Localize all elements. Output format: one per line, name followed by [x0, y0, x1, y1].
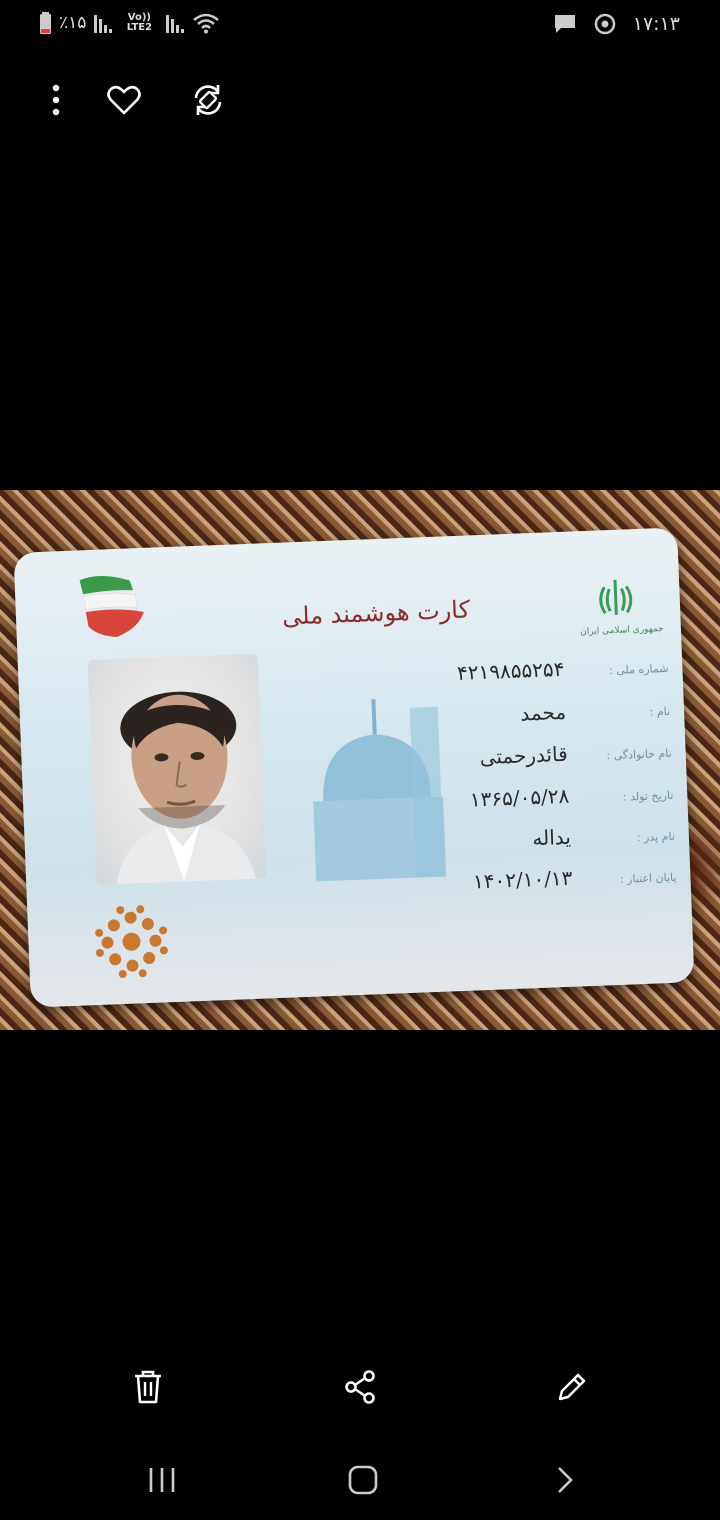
status-bar [0, 0, 720, 56]
battery-percent: ٪۱۵ [59, 13, 87, 33]
value: قائدرحمتی [479, 741, 569, 770]
iran-flag-map-icon [74, 568, 152, 646]
favorite-button[interactable] [94, 70, 154, 130]
status-right [553, 12, 680, 36]
signal-icon [166, 13, 184, 33]
field-father-name [419, 821, 675, 855]
value: ۱۴۰۲/۱۰/۱۳ [472, 865, 573, 894]
value: ۴۲۱۹۸۵۵۲۵۴ [456, 656, 565, 685]
share-icon [344, 1370, 376, 1404]
message-icon [553, 13, 577, 35]
label: تاریخ تولد : [622, 788, 674, 804]
sync-icon [593, 12, 617, 36]
portrait-photo [88, 654, 267, 885]
battery-icon [40, 12, 51, 34]
clock: ۱۷:۱۳ [632, 13, 680, 35]
more-vertical-icon [51, 84, 61, 116]
delete-button[interactable] [113, 1352, 183, 1422]
person-silhouette-icon [88, 654, 267, 885]
more-options-button[interactable] [26, 70, 86, 130]
photo-viewer-image[interactable] [0, 490, 720, 1030]
value: محمد [519, 699, 567, 726]
label: نام خانوادگی : [606, 746, 672, 763]
value: یداله [531, 824, 572, 851]
wifi-icon [192, 12, 220, 34]
label: نام پدر : [636, 829, 676, 845]
emblem-caption: جمهوری اسلامی ایران [580, 624, 664, 638]
recents-button[interactable] [132, 1455, 192, 1505]
rotate-icon [190, 82, 226, 118]
recents-icon [148, 1467, 176, 1493]
trash-icon [133, 1370, 163, 1404]
label: شماره ملی : [608, 661, 669, 678]
rosette-emblem-icon [92, 902, 171, 981]
heart-icon [107, 85, 141, 115]
chevron-right-icon [556, 1466, 574, 1494]
auto-rotate-button[interactable] [178, 70, 238, 130]
navigation-bar [0, 1440, 720, 1520]
id-card [14, 527, 695, 1007]
field-last-name [416, 738, 672, 772]
label: نام : [649, 704, 671, 719]
card-title: کارت هوشمند ملی [281, 595, 471, 631]
top-action-bar [0, 70, 720, 130]
home-button[interactable] [333, 1455, 393, 1505]
field-national-id [413, 653, 669, 687]
lte-icon: Vo)) LTE2 [126, 12, 153, 33]
field-expiry-date [421, 862, 677, 896]
signal-icon [94, 13, 112, 33]
value: ۱۳۶۵/۰۵/۲۸ [469, 783, 570, 812]
back-button[interactable] [535, 1455, 595, 1505]
pencil-icon [556, 1371, 588, 1403]
share-button[interactable] [325, 1352, 395, 1422]
edit-button[interactable] [537, 1352, 607, 1422]
label: پایان اعتبار : [619, 870, 677, 886]
home-icon [348, 1465, 378, 1495]
bottom-action-bar [0, 1352, 720, 1422]
field-birth-date [418, 780, 674, 814]
status-left [40, 12, 220, 34]
emblem-icon [590, 574, 642, 626]
field-first-name [415, 696, 671, 730]
